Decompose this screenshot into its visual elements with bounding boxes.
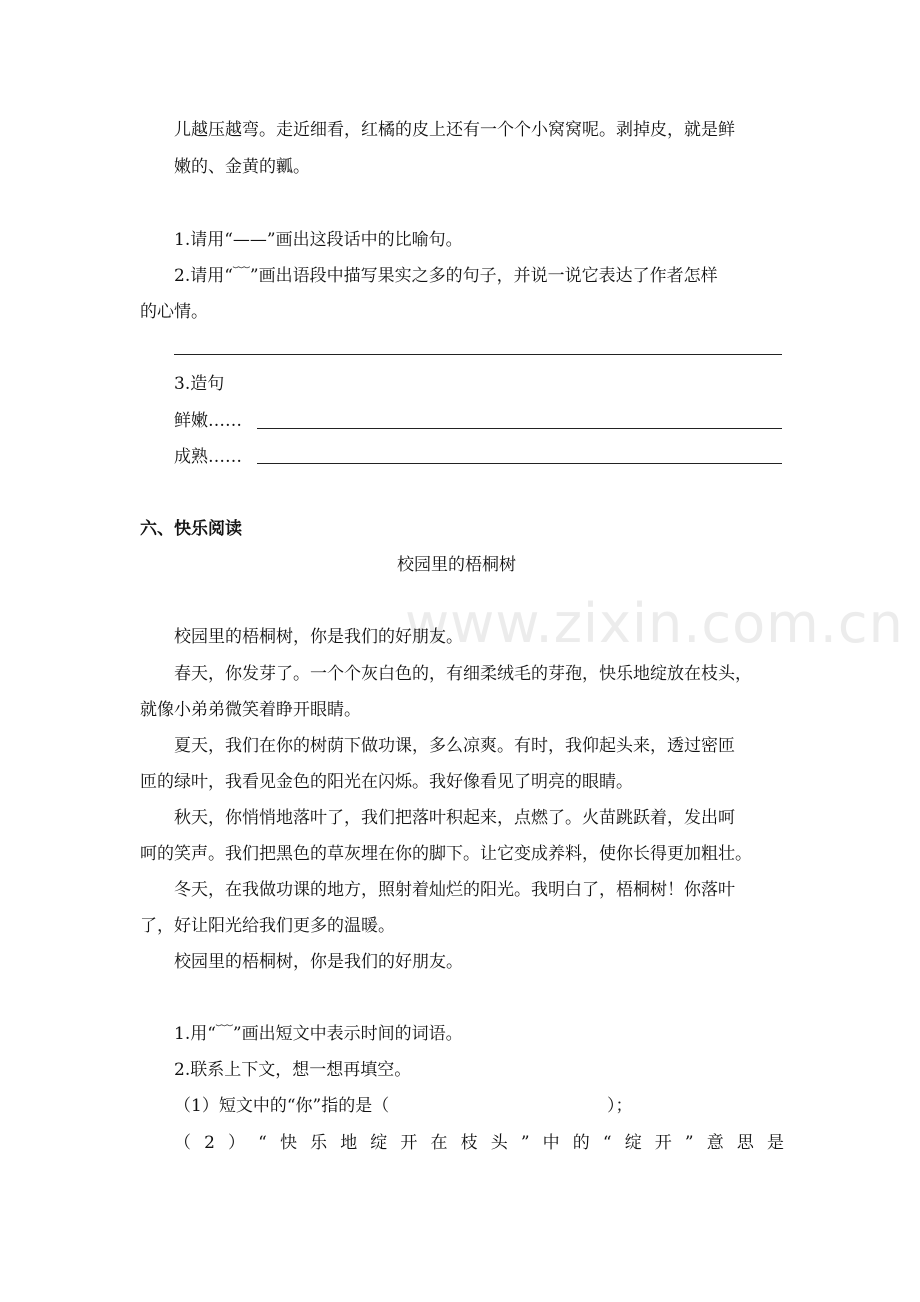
article-paragraph: 春天，你发芽了。一个个灰白色的，有细柔绒毛的芽孢，快乐地绽放在枝头， — [174, 664, 752, 684]
article-paragraph: 夏天，我们在你的树荫下做功课，多么凉爽。有时，我仰起头来，透过密匝 — [174, 736, 735, 756]
article-paragraph-continued: 就像小弟弟微笑着睁开眼睛。 — [140, 700, 361, 720]
question-char: 是 — [766, 1133, 784, 1153]
reading-question-2-1-suffix: ）； — [607, 1096, 633, 1116]
question-char: “ — [258, 1133, 267, 1153]
sentence-prompt-2: 成熟…… — [174, 447, 242, 467]
article-paragraph: 校园里的梧桐树，你是我们的好朋友。 — [174, 627, 463, 647]
sentence-answer-line-1[interactable] — [257, 428, 782, 429]
article-title: 校园里的梧桐树 — [397, 555, 516, 575]
question-char: 快 — [279, 1133, 297, 1153]
question-char: ” — [520, 1133, 530, 1153]
reading-question-2-2 — [174, 1131, 784, 1155]
question-char: 思 — [736, 1133, 754, 1153]
question-char: 开 — [654, 1133, 672, 1153]
question-char: ” — [684, 1133, 694, 1153]
article-paragraph: 秋天，你悄悄地落叶了，我们把落叶积起来，点燃了。火苗跳跃着，发出呵 — [174, 808, 735, 828]
question-char: 地 — [340, 1133, 358, 1153]
watermark: www.zixin.com.cn — [405, 592, 904, 655]
answer-line[interactable] — [174, 354, 782, 355]
reading-question-2: 2.联系上下文，想一想再填空。 — [174, 1060, 412, 1080]
section-heading: 六、快乐阅读 — [140, 519, 242, 539]
question-char: “ — [602, 1133, 612, 1153]
article-paragraph-continued: 匝的绿叶，我看见金色的阳光在闪烁。我好像看见了明亮的眼睛。 — [140, 772, 633, 792]
article-paragraph: 冬天，在我做功课的地方，照射着灿烂的阳光。我明白了，梧桐树！你落叶 — [174, 880, 735, 900]
reading-question-2-1-prefix: （1）短文中的“你”指的是（ — [174, 1096, 390, 1116]
article-paragraph: 校园里的梧桐树，你是我们的好朋友。 — [174, 952, 463, 972]
question-2-continued: 的心情。 — [140, 302, 208, 322]
sentence-prompt-1: 鲜嫩…… — [174, 411, 242, 431]
question-char: （ — [174, 1133, 191, 1153]
question-char: ） — [228, 1133, 246, 1153]
question-char: 开 — [400, 1133, 418, 1153]
question-1: 1.请用“——”画出这段话中的比喻句。 — [174, 230, 463, 250]
question-char: 头 — [490, 1133, 508, 1153]
question-char: 绽 — [624, 1133, 642, 1153]
question-char: 在 — [430, 1133, 448, 1153]
question-char: 中 — [542, 1133, 560, 1153]
passage-line: 嫩的、金黄的瓤。 — [174, 157, 310, 177]
question-char: 绽 — [370, 1133, 388, 1153]
question-char: 2 — [204, 1133, 215, 1153]
question-char: 乐 — [310, 1133, 328, 1153]
question-3-title: 3.造句 — [174, 374, 225, 394]
passage-line: 儿越压越弯。走近细看，红橘的皮上还有一个个小窝窝呢。剥掉皮，就是鲜 — [174, 120, 735, 140]
reading-question-1: 1.用“﹋”画出短文中表示时间的词语。 — [174, 1024, 463, 1044]
question-2: 2.请用“﹋”画出语段中描写果实之多的句子，并说一说它表达了作者怎样 — [174, 266, 718, 286]
question-char: 的 — [572, 1133, 590, 1153]
question-char: 枝 — [460, 1133, 478, 1153]
article-paragraph-continued: 了，好让阳光给我们更多的温暖。 — [140, 916, 395, 936]
sentence-answer-line-2[interactable] — [257, 463, 782, 464]
article-paragraph-continued: 呵的笑声。我们把黑色的草灰埋在你的脚下。让它变成养料，使你长得更加粗壮。 — [140, 844, 752, 864]
question-char: 意 — [706, 1133, 724, 1153]
